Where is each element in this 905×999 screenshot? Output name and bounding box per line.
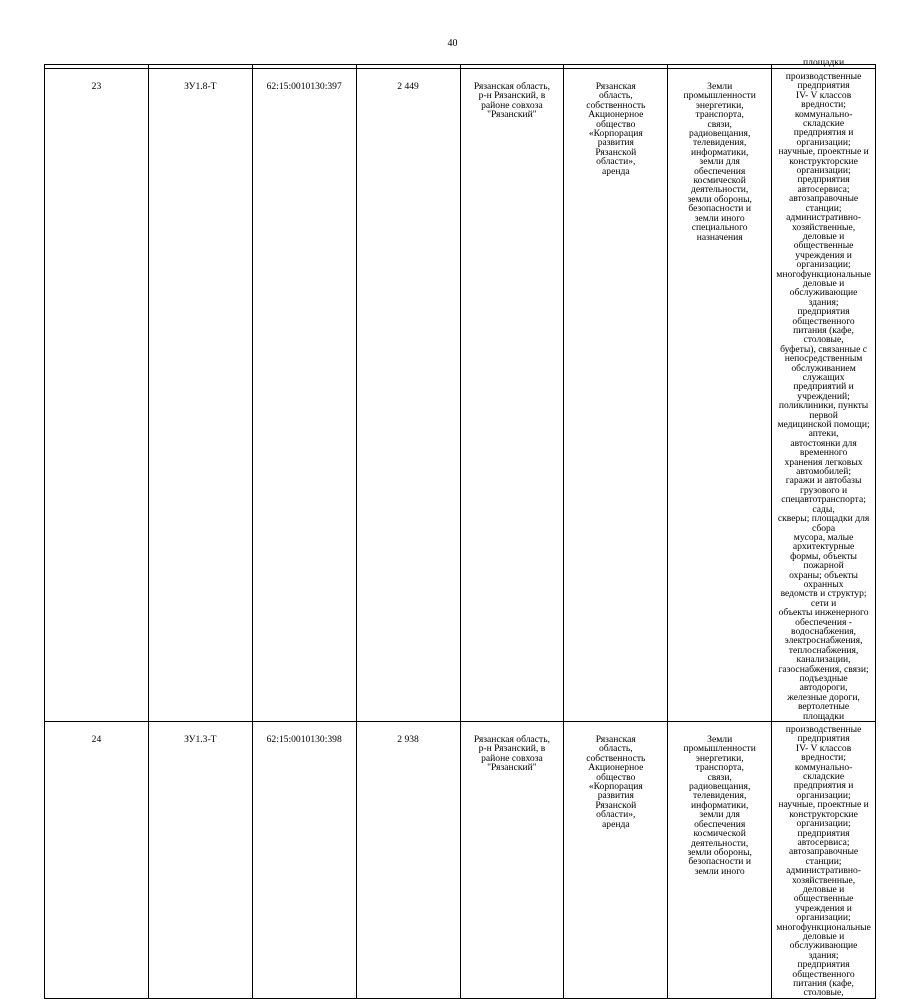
permitted-use: производственные предприятия IV- V классов вредности; коммунально-складские предприятия и организации; научные, проектные и конструкторские организации; предприятия автосервиса; автозаправочные станции; административно- хозяйственные, деловые и общественные учреждения и организации; многофункциональные деловые и обслуживающие здания; предприятия общественного питания (кафе, столовые, — [772, 722, 876, 999]
plot-ownership: Рязанская область, собственность Акционерное общество «Корпорация развития Рязанской области», аренда — [564, 722, 668, 999]
table-row — [45, 69, 876, 722]
plot-area: 2 938 — [356, 722, 460, 999]
plot-code: ЗУ1.3-Т — [148, 722, 252, 999]
table-row — [45, 722, 876, 999]
land-category: Земли промышленности энергетики, транспорта, связи, радиовещания, телевидения, информатики, земли для обеспечения космической деятельности, земли обороны, безопасности и земли иного — [668, 722, 772, 999]
cadastral-number: 62:15:0010130:398 — [252, 722, 356, 999]
row-number: 24 — [45, 722, 149, 999]
land-plots-table — [44, 57, 876, 999]
continuation-use-text: площадки — [803, 57, 845, 68]
permitted-use: производственные предприятия IV- V классов вредности; коммунально-складские предприятия и организации; научные, проектные и конструкторские организации; предприятия автосервиса; автозаправочные станции; административно- хозяйственные, деловые и общественные учреждения и организации; многофункциональные деловые и обслуживающие здания; предприятия общественного питания (кафе, столовые, буфеты), связанные с непосредственным обслуживанием служащих предприятий и учреждений; поликлиники, пункты первой медицинской помощи; аптеки, автостоянки для временного хранения легковых автомобилей; гаражи и автобазы грузового и спецавтотранспорта; сады, скверы; площадки для сбора мусора, малые архитектурные формы, объекты пожарной охраны; объекты охранных ведомств и структур; сети и объекты инженерного обеспечения - водоснабжения, электроснабжения, теплоснабжения, канализации, газоснабжения, связи; подъездные автодороги, железные дороги, вертолетные площадки — [772, 69, 876, 722]
plot-ownership: Рязанская область, собственность Акционерное общество «Корпорация развития Рязанской области», аренда — [564, 69, 668, 722]
plot-code: ЗУ1.8-Т — [148, 69, 252, 722]
row-number: 23 — [45, 69, 149, 722]
land-category: Земли промышленности энергетики, транспорта, связи, радиовещания, телевидения, информатики, земли для обеспечения космической деятельности, земли обороны, безопасности и земли иного специального назначения — [668, 69, 772, 722]
cadastral-number: 62:15:0010130:397 — [252, 69, 356, 722]
plot-location: Рязанская область, р-н Рязанский, в районе совхоза "Рязанский" — [460, 69, 564, 722]
plot-area: 2 449 — [356, 69, 460, 722]
page-number: 40 — [447, 38, 458, 49]
plot-location: Рязанская область, р-н Рязанский, в районе совхоза "Рязанский" — [460, 722, 564, 999]
